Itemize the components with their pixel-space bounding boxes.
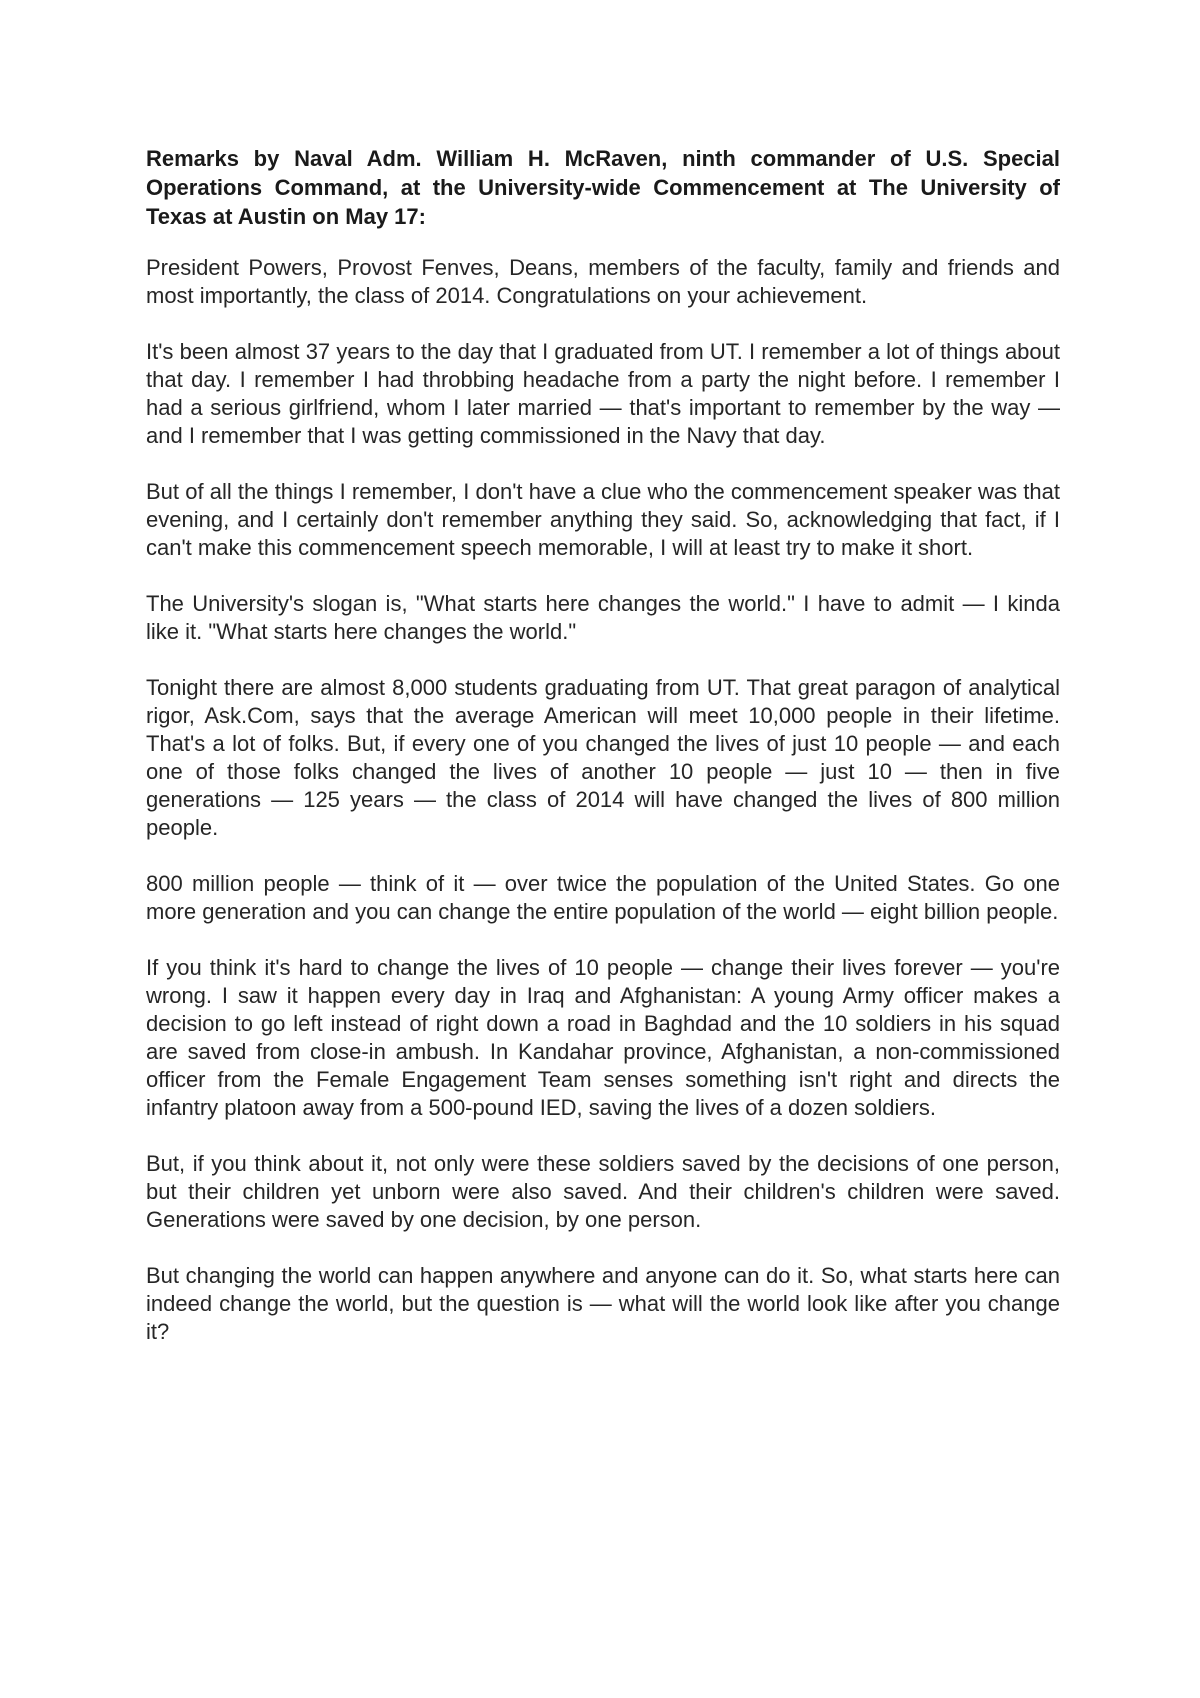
paragraph-commencement-speaker: But of all the things I remember, I don't have a clue who the commencement speaker was that evening, and I certainly don't remember anything they said. So, acknowledging that fact, if I can't make this commencement speech memorable, I will at least try to make it short. — [146, 479, 1060, 560]
paragraph-greeting: President Powers, Provost Fenves, Deans, members of the faculty, family and friends and most importantly, the class of 2014. Congratulations on your achievement. — [146, 255, 1060, 308]
paragraph-change-the-world: But changing the world can happen anywhere and anyone can do it. So, what starts here can indeed change the world, but the question is — what will the world look like after you change it? — [146, 1263, 1060, 1344]
paragraph-generations-saved: But, if you think about it, not only were these soldiers saved by the decisions of one person, but their children yet unborn were also saved. And their children's children were saved. Generations were saved by one decision, by one person. — [146, 1151, 1060, 1232]
speech-heading: Remarks by Naval Adm. William H. McRaven, ninth commander of U.S. Special Operations Command, at the University-wide Commencement at The University of Texas at Austin on May 17: — [146, 146, 1060, 229]
paragraph-graduation-memory: It's been almost 37 years to the day that I graduated from UT. I remember a lot of things about that day. I remember I had throbbing headache from a party the night before. I remember I had a serious girlfriend, whom I later married — that's important to remember by the way — and I remember that I was getting commissioned in the Navy that day. — [146, 339, 1060, 448]
paragraph-iraq-afghanistan: If you think it's hard to change the lives of 10 people — change their lives forever — you're wrong. I saw it happen every day in Iraq and Afghanistan: A young Army officer makes a decision to go left instead of right down a road in Baghdad and the 10 soldiers in his squad are saved from close-in ambush. In Kandahar province, Afghanistan, a non-commissioned officer from the Female Engagement Team senses something isn't right and directs the infantry platoon away from a 500-pound IED, saving the lives of a dozen soldiers. — [146, 955, 1060, 1120]
paragraph-university-slogan: The University's slogan is, "What starts here changes the world." I have to admit — I kinda like it. "What starts here changes the world." — [146, 591, 1060, 644]
paragraph-800-million: 800 million people — think of it — over twice the population of the United States. Go one more generation and you can change the entire population of the world — eight billion people. — [146, 871, 1060, 924]
document-body — [146, 144, 1060, 1374]
paragraph-ten-people: Tonight there are almost 8,000 students graduating from UT. That great paragon of analytical rigor, Ask.Com, says that the average American will meet 10,000 people in their lifetime. That's a lot of folks. But, if every one of you changed the lives of just 10 people — and each one of those folks changed the lives of another 10 people — just 10 — then in five generations — 125 years — the class of 2014 will have changed the lives of 800 million people. — [146, 675, 1060, 840]
